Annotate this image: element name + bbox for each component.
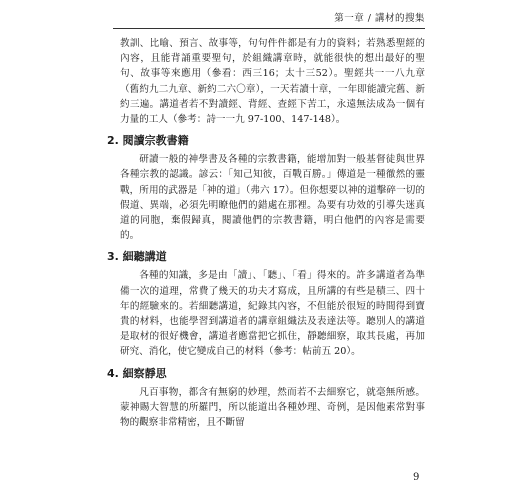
section-heading-observation: 4. 細察靜思 — [107, 366, 167, 380]
running-header — [113, 8, 425, 29]
chapter-title: 第一章 / 講材的搜集 — [334, 13, 425, 24]
section-heading-listening-sermons: 3. 細聽講道 — [107, 250, 167, 264]
intro-paragraph: 教訓、比喻、預言、故事等，句句件件都是有力的資料；若熟悉聖經的內容，且能背誦重要聖句，於組織講章時，就能很快的想出最好的聖句、故事等來應用（參看：西三16；太十三52）。聖經共一一八九章（舊約九二九章、新約二六〇章），一天若讀十章，一年即能讀完舊、新約三遍。講道者若不對讀經、背經、查經下苦工，永遠無法成為一個有力量的工人（參考：詩一一九 97-100、147-148）。 — [120, 38, 425, 126]
section-paragraph: 各種的知識，多是由「讀」、「聽」、「看」得來的。許多講道者為準備一次的道理，常費了幾天的功夫才寫成，且所講的有些是積三、四十年的經驗來的。若細聽講道，紀錄其內容，不但能於很短的時間得到寶貴的材料，也能學習到講道者的講章組織法及表達法等。聽別人的講道是取材的很好機會，講道者應當把它抓住，靜聽細察，取其長處，再加研究、消化，使它變成自己的材料（參考：帖前五 20）。 — [120, 270, 425, 358]
section-heading-reading-books: 2. 閱讀宗教書籍 — [107, 134, 189, 148]
page-body — [107, 36, 425, 430]
section-paragraph: 凡百事物，都含有無窮的妙理，然而若不去細察它，就毫無所感。蒙神賜大智慧的所羅門，所以能道出各種妙理、奇例，是因他素常對事物的觀察非常精密，且不斷留 — [120, 386, 425, 429]
page-number: 9 — [413, 472, 420, 483]
section-paragraph: 研讀一般的神學書及各種的宗教書籍，能增加對一般基督徒與世界各種宗教的認識。諺云：「知己知彼，百戰百勝。」傳道是一種徹然的靈戰，所用的武器是「神的道」（弗六 17）。但你想要以神的道擊碎一切的假道、異端，必須先明瞭他們的錯處在那裡。為要有功效的引導失迷真道的同胞，棄假歸真，閱讀他們的宗教書籍，明白他們的內容是需要的。 — [120, 154, 425, 242]
